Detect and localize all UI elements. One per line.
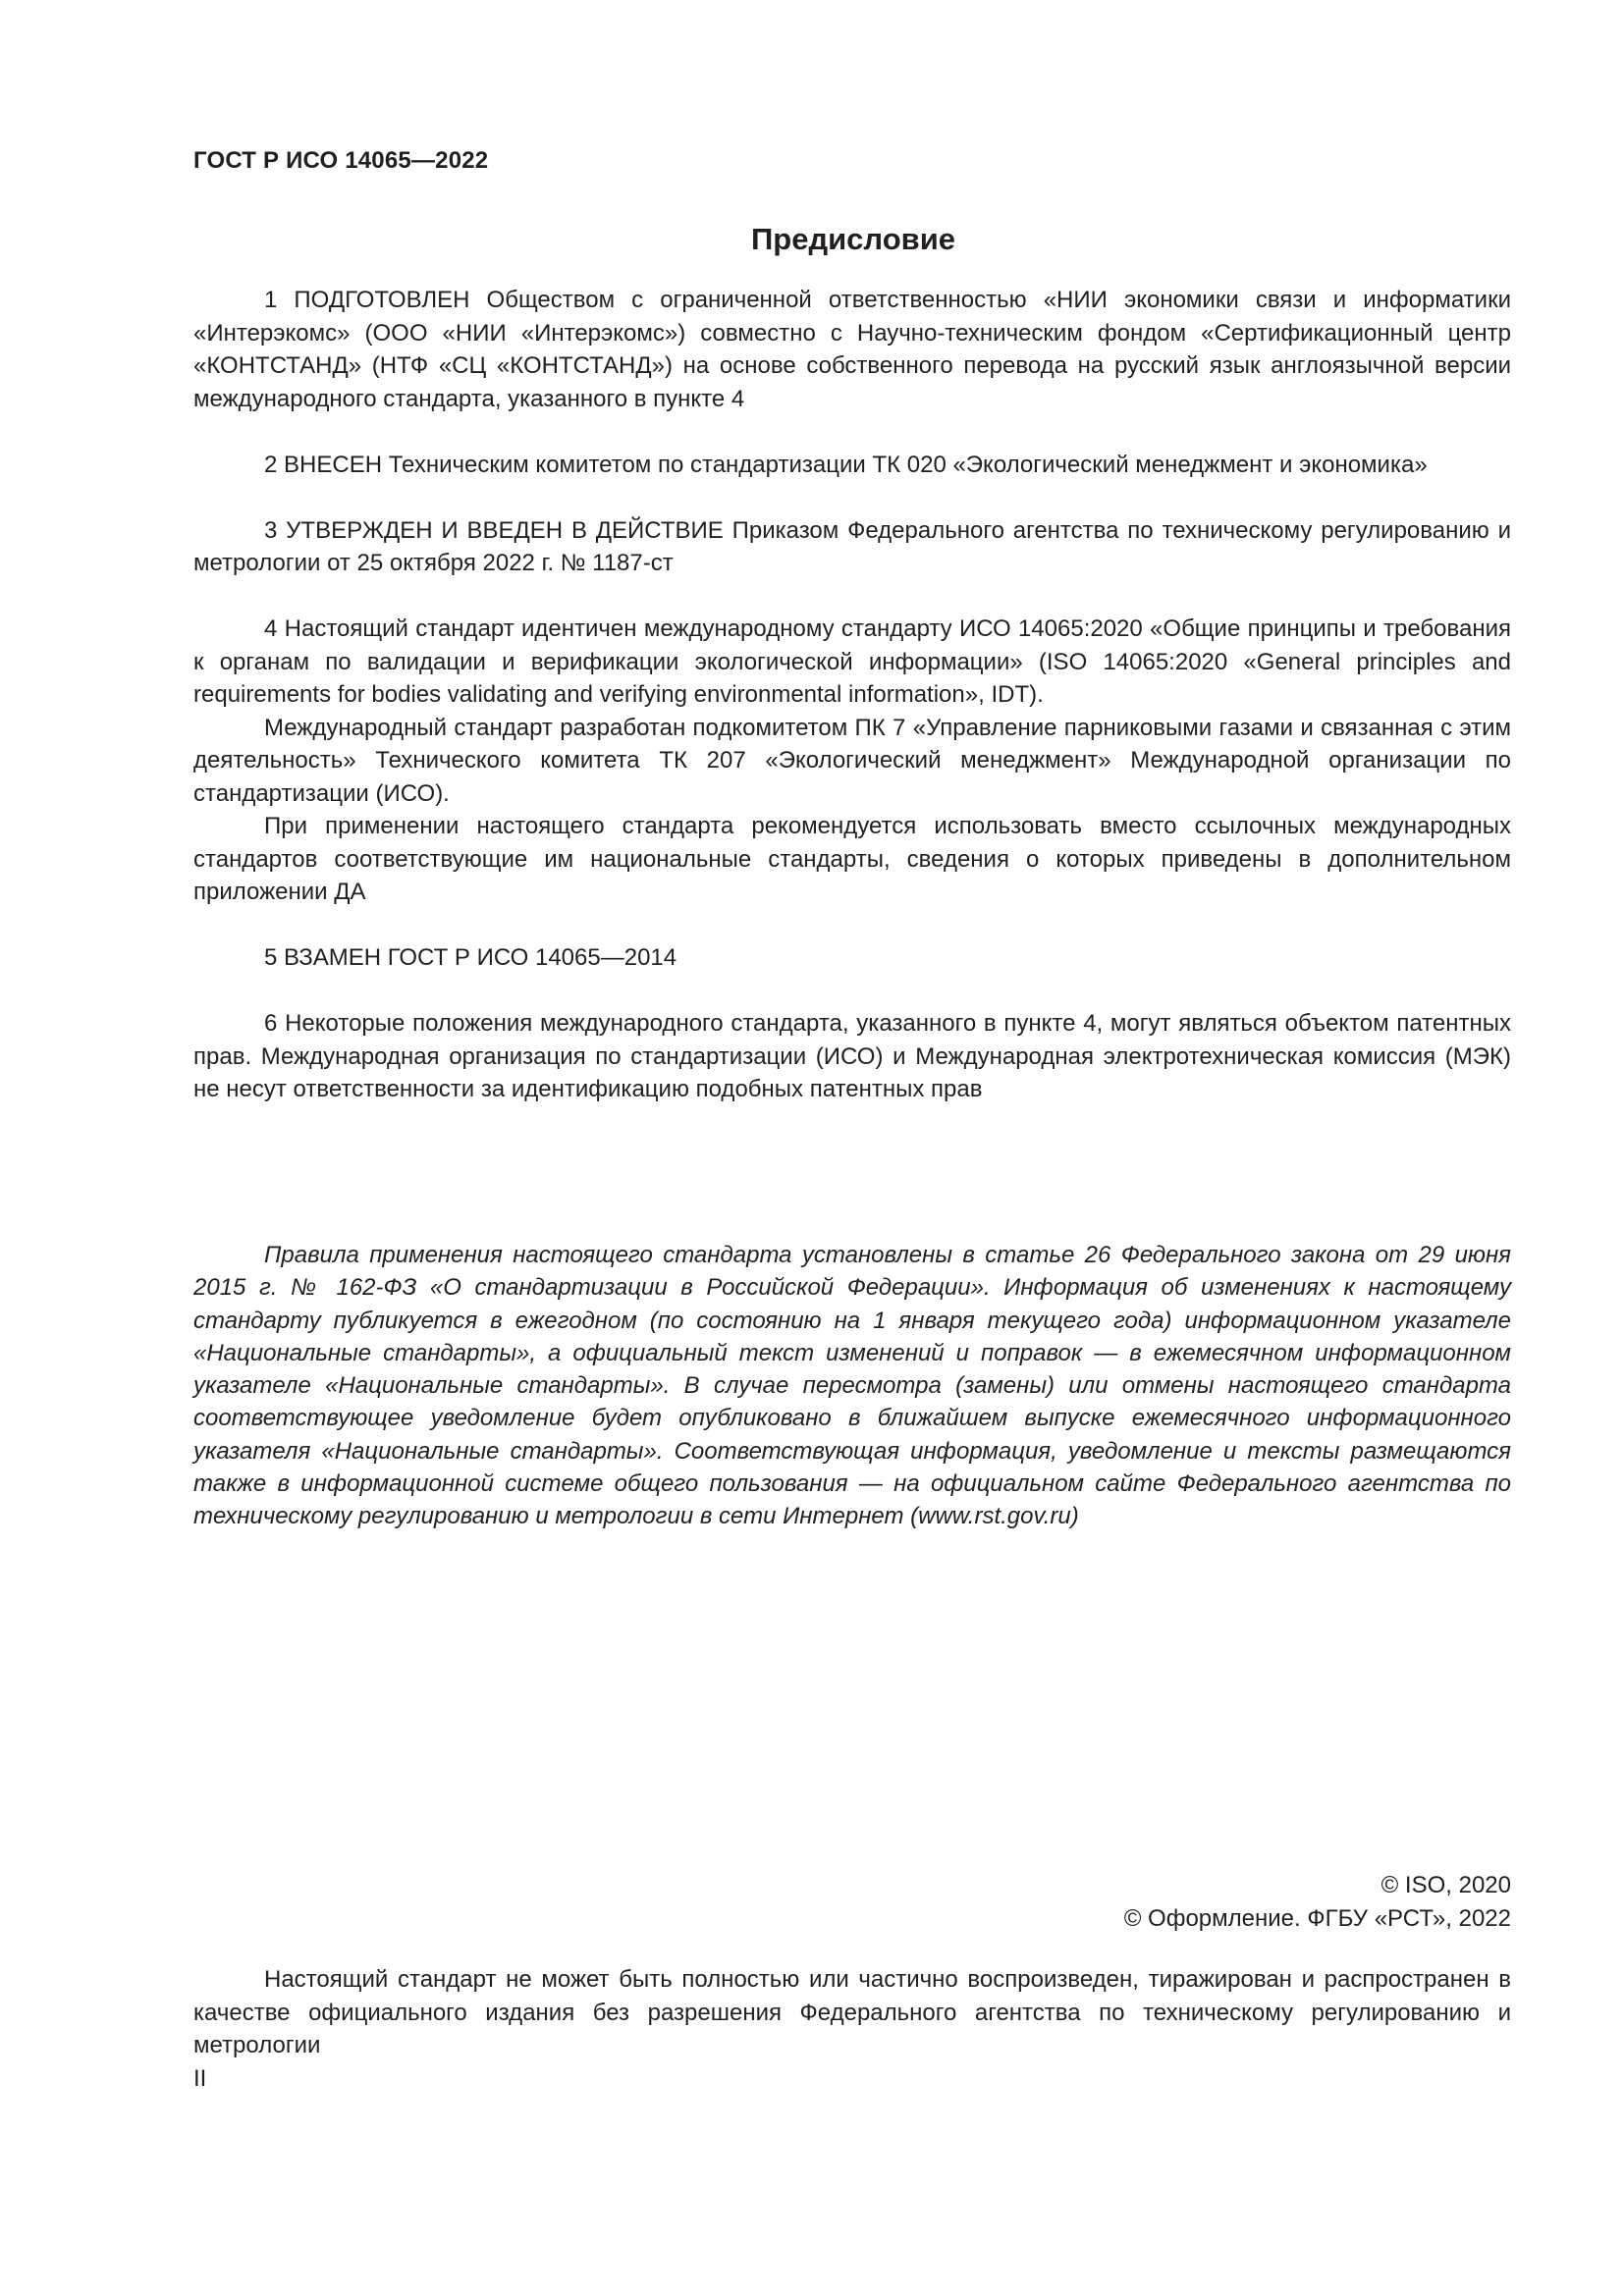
page-number: II — [193, 2065, 207, 2092]
paragraph-3-approved: 3 УТВЕРЖДЕН И ВВЕДЕН В ДЕЙСТВИЕ Приказом Федерального агентства по техническому регулированию и метрологии от 25 октября 2022 г. № 1187-ст — [193, 516, 1511, 576]
copyright-block — [1124, 1869, 1511, 1935]
reproduction-notice-block — [193, 1963, 1511, 2062]
document-code: ГОСТ Р ИСО 14065—2022 — [193, 147, 489, 174]
paragraph-4-developer: Международный стандарт разработан подкомитетом ПК 7 «Управление парниковыми газами и связанная с этим деятельность» Технического комитета ТК 207 «Экологический менеджмент» Международной организации по стандартизации (ИСО). — [193, 714, 1511, 807]
rules-notice-block — [193, 1239, 1511, 1533]
reproduction-notice-text: Настоящий стандарт не может быть полностью или частично воспроизведен, тиражирован и распространен в качестве официального издания без разрешения Федерального агентства по техническому регулированию и метрологии — [193, 1966, 1511, 2058]
foreword-body — [193, 284, 1511, 1106]
paragraph-1-prepared: 1 ПОДГОТОВЛЕН Обществом с ограниченной ответственностью «НИИ экономики связи и информатики «Интерэкомс» (ООО «НИИ «Интерэкомс») совместно с Научно-техническим фондом «Сертификационный центр «КОНТСТАНД» (НТФ «СЦ «КОНТСТАНД») на основе собственного перевода на русский язык англоязычной версии международного стандарта, указанного в пункте 4 — [193, 287, 1511, 412]
paragraph-2-submitted: 2 ВНЕСЕН Техническим комитетом по стандартизации ТК 020 «Экологический менеджмент и экономика» — [264, 451, 1428, 478]
rules-notice-text: Правила применения настоящего стандарта установлены в статье 26 Федерального закона от 29 июня 2015 г. № 162-ФЗ «О стандартизации в Российской Федерации». Информация об изменениях к настоящему стандарту публикуется в ежегодном (по состоянию на 1 января текущего года) информационном указателе «Национальные стандарты», а официальный текст изменений и поправок — в ежемесячном информационном указателе «Национальные стандарты». В случае пересмотра (замены) или отмены настоящего стандарта соответствующее уведомление будет опубликовано в ближайшем выпуске ежемесячного информационного указателя «Национальные стандарты». Соответствующая информация, уведомление и тексты размещаются также в информационной системе общего пользования — на официальном сайте Федерального агентства по техническому регулированию и метрологии в сети Интернет (www.rst.gov.ru) — [193, 1242, 1511, 1530]
paragraph-4-references: При применении настоящего стандарта рекомендуется использовать вместо ссылочных международных стандартов соответствующие им национальные стандарты, сведения о которых приведены в дополнительном приложении ДА — [193, 813, 1511, 905]
page-title: Предисловие — [750, 222, 955, 256]
paragraph-4-identical: 4 Настоящий стандарт идентичен международному стандарту ИСО 14065:2020 «Общие принципы и требования к органам по валидации и верификации экологической информации» (ISO 14065:2020 «General principles and requirements for bodies validating and verifying environmental information», IDT). — [193, 615, 1511, 708]
paragraph-6-patents: 6 Некоторые положения международного стандарта, указанного в пункте 4, могут являться объектом патентных прав. Международная организация по стандартизации (ИСО) и Международная электротехническая комиссия (МЭК) не несут ответственности за идентификацию подобных патентных прав — [193, 1010, 1511, 1102]
paragraph-5-replaces: 5 ВЗАМЕН ГОСТ Р ИСО 14065—2014 — [264, 944, 677, 971]
copyright-design: © Оформление. ФГБУ «РСТ», 2022 — [1123, 1904, 1511, 1932]
copyright-iso: © ISO, 2020 — [1380, 1872, 1511, 1898]
